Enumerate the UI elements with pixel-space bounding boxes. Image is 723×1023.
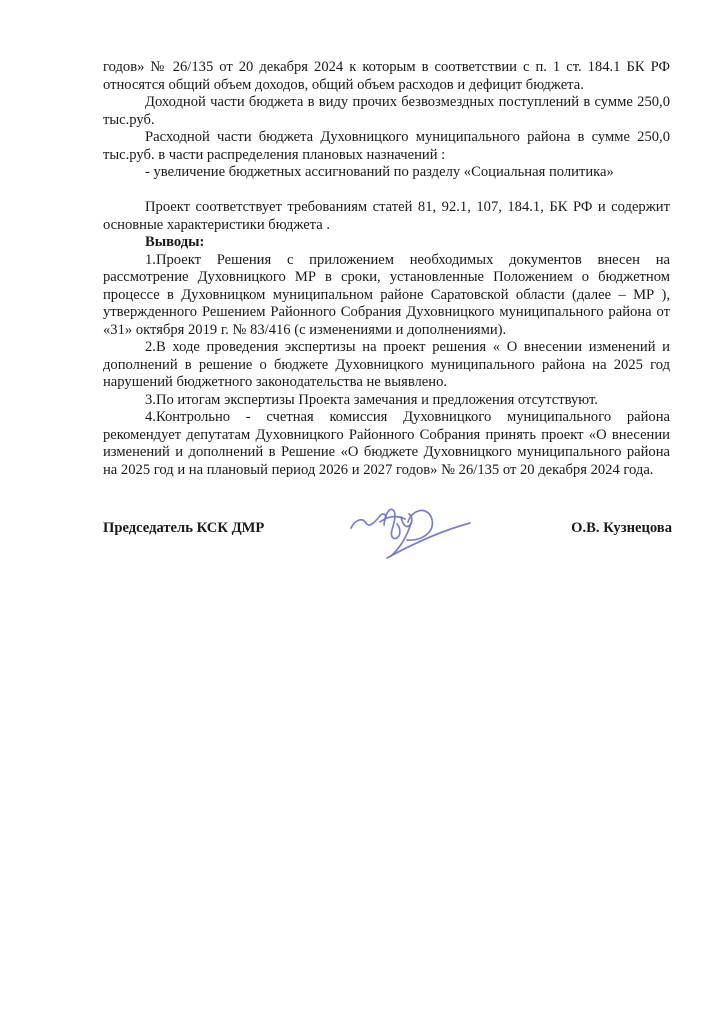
- signature-block: [103, 520, 672, 538]
- conclusion-item-2: 2.В ходе проведения экспертизы на проект решения « О внесении изменений и дополнений в решение о бюджете Духовницкого муниципального района на 2025 год нарушений бюджетного законодательства не выявлено.: [103, 339, 670, 390]
- conclusions-heading: Выводы:: [145, 234, 205, 250]
- paragraph-expenditure: Расходной части бюджета Духовницкого муниципального района в сумме 250,0 тыс.руб. в части распределения плановых назначений :: [103, 129, 670, 163]
- conclusion-item-1: 1.Проект Решения с приложением необходимых документов внесен на рассмотрение Духовницкого МР в сроки, установленные Положением о бюджетном процессе в Духовницком муниципальном районе Саратовской области (далее – МР ), утвержденного Решением Районного Собрания Духовницкого муниципального района от «31» октября 2019 г. № 83/416 (с изменениями и дополнениями).: [103, 251, 670, 338]
- document-body: [103, 59, 670, 479]
- signer-title: Председатель КСК ДМР: [103, 520, 265, 536]
- list-item-social-policy: - увеличение бюджетных ассигнований по разделу «Социальная политика»: [145, 164, 614, 180]
- paragraph-continuation: годов» № 26/135 от 20 декабря 2024 к которым в соответствии с п. 1 ст. 184.1 БК РФ относятся общий объем доходов, общий объем расходов и дефицит бюджета.: [103, 59, 670, 93]
- paragraph-revenue: Доходной части бюджета в виду прочих безвозмездных поступлений в сумме 250,0 тыс.руб.: [103, 94, 670, 128]
- conclusion-item-3: 3.По итогам экспертизы Проекта замечания и предложения отсутствуют.: [145, 391, 598, 408]
- conclusion-item-4: 4.Контрольно - счетная комиссия Духовницкого муниципального района рекомендует депутатам Духовницкого Районного Собрания принять проект «О внесении изменений и дополнений в Решение «О бюджете Духовницкого муниципального района на 2025 год и на плановый период 2026 и 2027 годов» № 26/135 от 20 декабря 2024 года.: [103, 409, 670, 478]
- signer-name: О.В. Кузнецова: [571, 520, 672, 536]
- paragraph-compliance: Проект соответствует требованиям статей 81, 92.1, 107, 184.1, БК РФ и содержит основные характеристики бюджета .: [103, 199, 670, 233]
